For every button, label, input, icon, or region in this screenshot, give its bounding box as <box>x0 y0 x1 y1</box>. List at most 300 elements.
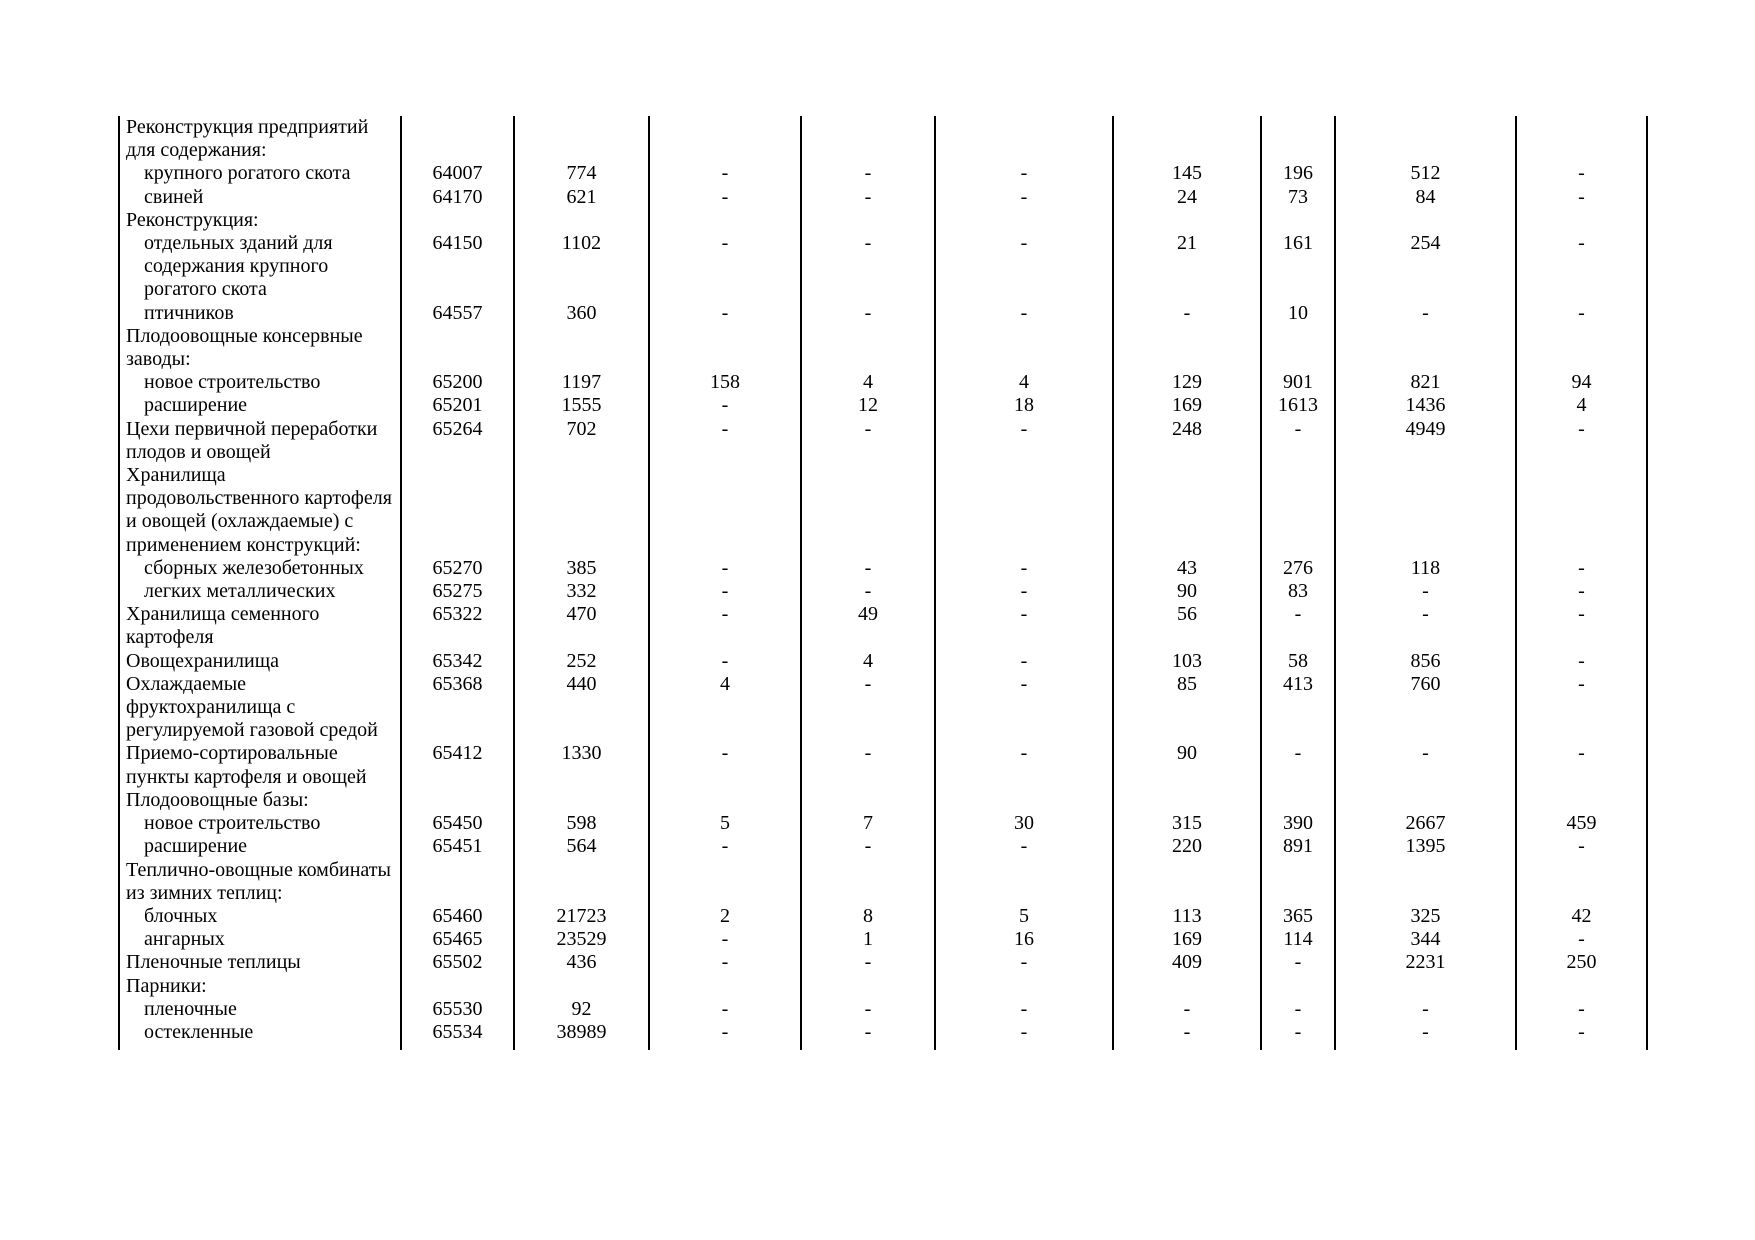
table-cell: 65275 <box>401 580 514 603</box>
table-row <box>119 116 1647 162</box>
table-cell: - <box>649 557 801 580</box>
table-cell: 65322 <box>401 603 514 649</box>
table-cell: 73 <box>1261 186 1335 209</box>
table-cell <box>1261 859 1335 905</box>
table-cell: - <box>935 557 1113 580</box>
table-row <box>119 162 1647 185</box>
table-row <box>119 789 1647 812</box>
table-cell: - <box>801 580 935 603</box>
table-cell: 16 <box>935 928 1113 951</box>
table-cell <box>514 464 649 557</box>
table-cell: - <box>935 232 1113 302</box>
table-cell: 1 <box>801 928 935 951</box>
row-label: Плодоовощные консервные заводы: <box>119 325 401 371</box>
table-cell <box>649 859 801 905</box>
table-cell <box>1261 116 1335 162</box>
table-cell: 250 <box>1516 951 1647 974</box>
table-cell: 92 <box>514 998 649 1021</box>
table-cell: 21723 <box>514 905 649 928</box>
table-cell: 325 <box>1335 905 1516 928</box>
table-cell <box>1335 464 1516 557</box>
table-row <box>119 928 1647 951</box>
table-cell <box>514 859 649 905</box>
table-cell: 1197 <box>514 371 649 394</box>
table-cell: 129 <box>1113 371 1261 394</box>
table-cell <box>1261 789 1335 812</box>
table-cell: 276 <box>1261 557 1335 580</box>
table-cell: 24 <box>1113 186 1261 209</box>
table-cell <box>1113 209 1261 232</box>
table-cell: 43 <box>1113 557 1261 580</box>
table-cell: 90 <box>1113 580 1261 603</box>
table-cell <box>649 975 801 998</box>
table-cell <box>801 464 935 557</box>
row-label: отдельных зданий для содержания крупного рогатого скота <box>119 232 401 302</box>
table-cell: 2667 <box>1335 812 1516 835</box>
table-cell: 598 <box>514 812 649 835</box>
row-label: расширение <box>119 394 401 417</box>
table-cell: - <box>1516 742 1647 788</box>
table-cell: 409 <box>1113 951 1261 974</box>
table-row <box>119 1021 1647 1044</box>
table-row <box>119 650 1647 673</box>
table-cell: 65502 <box>401 951 514 974</box>
table-cell: 65201 <box>401 394 514 417</box>
table-cell: 360 <box>514 302 649 325</box>
row-label: Теплично-овощные комбинаты из зимних теплиц: <box>119 859 401 905</box>
table-cell: 161 <box>1261 232 1335 302</box>
table-cell: - <box>1516 232 1647 302</box>
table-cell: 470 <box>514 603 649 649</box>
table-cell <box>401 859 514 905</box>
table-cell: 169 <box>1113 928 1261 951</box>
table-cell: 65534 <box>401 1021 514 1044</box>
table-cell: - <box>801 557 935 580</box>
table-cell <box>649 325 801 371</box>
spacer-cell <box>935 1044 1113 1050</box>
table-cell: 5 <box>649 812 801 835</box>
table-cell <box>649 209 801 232</box>
table-cell: - <box>1261 418 1335 464</box>
table-cell: - <box>1516 928 1647 951</box>
table-cell: 65270 <box>401 557 514 580</box>
table-row <box>119 325 1647 371</box>
row-label: сборных железобетонных <box>119 557 401 580</box>
table-cell: 49 <box>801 603 935 649</box>
table-cell <box>1113 464 1261 557</box>
table-cell: - <box>1516 835 1647 858</box>
table-cell <box>935 209 1113 232</box>
row-label: Парники: <box>119 975 401 998</box>
table-row <box>119 394 1647 417</box>
table-cell <box>935 859 1113 905</box>
row-label: Хранилища семенного картофеля <box>119 603 401 649</box>
table-cell: - <box>1516 557 1647 580</box>
row-label: остекленные <box>119 1021 401 1044</box>
table-cell: 390 <box>1261 812 1335 835</box>
table-cell: 196 <box>1261 162 1335 185</box>
table-cell: 901 <box>1261 371 1335 394</box>
table-cell: 2231 <box>1335 951 1516 974</box>
table-row <box>119 905 1647 928</box>
table-cell <box>1335 789 1516 812</box>
table-cell: - <box>1335 580 1516 603</box>
spacer-cell <box>1261 1044 1335 1050</box>
table-bottom-spacer <box>119 1044 1647 1050</box>
table-cell: 65451 <box>401 835 514 858</box>
table-cell: 1436 <box>1335 394 1516 417</box>
table-cell: 65460 <box>401 905 514 928</box>
table-cell: 65450 <box>401 812 514 835</box>
table-cell <box>649 789 801 812</box>
table-cell <box>401 209 514 232</box>
table-row <box>119 603 1647 649</box>
table-cell: 58 <box>1261 650 1335 673</box>
table-cell: 248 <box>1113 418 1261 464</box>
table-cell: 512 <box>1335 162 1516 185</box>
table-cell: - <box>649 1021 801 1044</box>
table-cell: 252 <box>514 650 649 673</box>
table-cell <box>649 116 801 162</box>
table-cell: 65200 <box>401 371 514 394</box>
table-cell: 103 <box>1113 650 1261 673</box>
table-cell: 254 <box>1335 232 1516 302</box>
table-row <box>119 580 1647 603</box>
table-cell <box>935 116 1113 162</box>
table-cell: - <box>1516 418 1647 464</box>
table-cell: - <box>649 951 801 974</box>
table-cell: - <box>1516 1021 1647 1044</box>
row-label: легких металлических <box>119 580 401 603</box>
table-cell <box>1516 975 1647 998</box>
table-cell: 1330 <box>514 742 649 788</box>
table-cell: - <box>935 186 1113 209</box>
table-cell: - <box>935 835 1113 858</box>
table-cell <box>935 975 1113 998</box>
table-cell: - <box>1261 998 1335 1021</box>
table-cell <box>1516 116 1647 162</box>
table-cell: 4 <box>801 371 935 394</box>
table-cell: 114 <box>1261 928 1335 951</box>
table-cell <box>514 116 649 162</box>
row-label: ангарных <box>119 928 401 951</box>
table-row <box>119 464 1647 557</box>
row-label: Реконструкция предприятий для содержания: <box>119 116 401 162</box>
table-cell: 344 <box>1335 928 1516 951</box>
table-cell: - <box>649 302 801 325</box>
table-cell <box>401 975 514 998</box>
table-cell: 113 <box>1113 905 1261 928</box>
table-cell <box>1261 464 1335 557</box>
table-cell: - <box>935 603 1113 649</box>
table-cell <box>514 789 649 812</box>
table-cell: - <box>801 418 935 464</box>
row-label: Овощехранилища <box>119 650 401 673</box>
row-label: крупного рогатого скота <box>119 162 401 185</box>
table-cell: - <box>1261 1021 1335 1044</box>
table-cell: 702 <box>514 418 649 464</box>
table-cell: - <box>649 742 801 788</box>
table-cell <box>514 325 649 371</box>
table-cell: - <box>1335 603 1516 649</box>
table-cell: - <box>649 603 801 649</box>
row-label: свиней <box>119 186 401 209</box>
table-cell: 84 <box>1335 186 1516 209</box>
table-cell: - <box>935 650 1113 673</box>
table-cell: 56 <box>1113 603 1261 649</box>
table-body <box>119 116 1647 1050</box>
table-cell: 774 <box>514 162 649 185</box>
row-label: пленочные <box>119 998 401 1021</box>
table-cell: - <box>1261 603 1335 649</box>
table-cell: 1555 <box>514 394 649 417</box>
table-cell <box>1113 789 1261 812</box>
table-cell: 21 <box>1113 232 1261 302</box>
table-cell: 760 <box>1335 673 1516 743</box>
table-cell: 64170 <box>401 186 514 209</box>
row-label: Приемо-сортировальные пункты картофеля и овощей <box>119 742 401 788</box>
table-cell: 38989 <box>514 1021 649 1044</box>
table-cell: - <box>935 302 1113 325</box>
table-cell: - <box>1261 951 1335 974</box>
table-cell: - <box>1516 302 1647 325</box>
table-cell <box>1335 859 1516 905</box>
table-cell: 4 <box>801 650 935 673</box>
table-cell: 42 <box>1516 905 1647 928</box>
table-row <box>119 998 1647 1021</box>
table-cell: - <box>801 1021 935 1044</box>
table-cell: 65342 <box>401 650 514 673</box>
table-row <box>119 209 1647 232</box>
table-cell: 65412 <box>401 742 514 788</box>
table-cell: 64007 <box>401 162 514 185</box>
table-cell: 856 <box>1335 650 1516 673</box>
table-cell <box>1335 209 1516 232</box>
table-cell: 10 <box>1261 302 1335 325</box>
table-cell: - <box>1335 998 1516 1021</box>
row-label: Охлаждаемые фруктохранилища с регулируемой газовой средой <box>119 673 401 743</box>
table-cell <box>1516 325 1647 371</box>
table-cell: 65368 <box>401 673 514 743</box>
table-cell: 8 <box>801 905 935 928</box>
table-cell <box>801 116 935 162</box>
row-label: блочных <box>119 905 401 928</box>
table-cell <box>514 975 649 998</box>
table-cell <box>1261 975 1335 998</box>
row-label: Пленочные теплицы <box>119 951 401 974</box>
table-cell: 413 <box>1261 673 1335 743</box>
table-cell: - <box>935 998 1113 1021</box>
row-label: Хранилища продовольственного картофеля и овощей (охлаждаемые) с применением конструкций: <box>119 464 401 557</box>
table-cell <box>514 209 649 232</box>
table-cell: - <box>801 673 935 743</box>
table-cell: - <box>649 998 801 1021</box>
table-cell: - <box>801 186 935 209</box>
table-row <box>119 812 1647 835</box>
table-cell <box>1113 975 1261 998</box>
table-cell: - <box>1113 1021 1261 1044</box>
table-cell: 90 <box>1113 742 1261 788</box>
table-cell: 64557 <box>401 302 514 325</box>
table-cell: - <box>649 394 801 417</box>
table-cell: - <box>935 418 1113 464</box>
table-cell: - <box>1516 650 1647 673</box>
table-cell: - <box>649 162 801 185</box>
table-cell: - <box>1516 998 1647 1021</box>
table-row <box>119 232 1647 302</box>
table-row <box>119 951 1647 974</box>
table-cell <box>1516 464 1647 557</box>
table-row <box>119 835 1647 858</box>
table-row <box>119 302 1647 325</box>
table-cell: 94 <box>1516 371 1647 394</box>
spacer-cell <box>1335 1044 1516 1050</box>
table-cell <box>1335 325 1516 371</box>
table-cell: - <box>1516 162 1647 185</box>
table-cell <box>801 209 935 232</box>
table-cell <box>1335 116 1516 162</box>
table-cell: 1613 <box>1261 394 1335 417</box>
table-cell: 365 <box>1261 905 1335 928</box>
table-row <box>119 557 1647 580</box>
table-cell: 385 <box>514 557 649 580</box>
table-cell: - <box>1335 742 1516 788</box>
table-cell: - <box>649 650 801 673</box>
table-cell: - <box>1516 580 1647 603</box>
table-cell: 158 <box>649 371 801 394</box>
table-cell: 83 <box>1261 580 1335 603</box>
table-cell: - <box>801 742 935 788</box>
table-cell: - <box>1516 603 1647 649</box>
row-label: новое строительство <box>119 371 401 394</box>
row-label: птичников <box>119 302 401 325</box>
table-cell: - <box>801 302 935 325</box>
table-cell: - <box>801 951 935 974</box>
table-cell: 4 <box>649 673 801 743</box>
table-cell: - <box>935 951 1113 974</box>
table-cell <box>1516 789 1647 812</box>
table-cell: 65264 <box>401 418 514 464</box>
table-cell: 1395 <box>1335 835 1516 858</box>
table-cell: - <box>1516 673 1647 743</box>
table-cell: - <box>1113 998 1261 1021</box>
table-cell <box>1516 859 1647 905</box>
table-cell: - <box>649 580 801 603</box>
table-cell: - <box>801 998 935 1021</box>
table-cell: - <box>1261 742 1335 788</box>
table-cell: 220 <box>1113 835 1261 858</box>
table-cell <box>935 789 1113 812</box>
table-row <box>119 859 1647 905</box>
table-cell: 4 <box>1516 394 1647 417</box>
table-cell: 5 <box>935 905 1113 928</box>
table-cell: 23529 <box>514 928 649 951</box>
row-label: Цехи первичной переработки плодов и овощей <box>119 418 401 464</box>
table-cell: 4949 <box>1335 418 1516 464</box>
table-cell: 145 <box>1113 162 1261 185</box>
table-cell <box>1516 209 1647 232</box>
table-cell <box>1113 116 1261 162</box>
table-cell <box>935 464 1113 557</box>
table-cell <box>801 325 935 371</box>
spacer-cell <box>514 1044 649 1050</box>
table-cell: 18 <box>935 394 1113 417</box>
spacer-cell <box>649 1044 801 1050</box>
table-cell: 65465 <box>401 928 514 951</box>
table-cell <box>1261 325 1335 371</box>
row-label: расширение <box>119 835 401 858</box>
table-cell <box>801 789 935 812</box>
table-cell: - <box>801 162 935 185</box>
table-cell: 169 <box>1113 394 1261 417</box>
table-cell <box>1113 859 1261 905</box>
table-row <box>119 742 1647 788</box>
table-row <box>119 371 1647 394</box>
table-cell: - <box>935 580 1113 603</box>
row-label: Плодоовощные базы: <box>119 789 401 812</box>
table-cell: - <box>935 742 1113 788</box>
table-cell: - <box>649 232 801 302</box>
table-row <box>119 418 1647 464</box>
table-cell <box>1261 209 1335 232</box>
table-cell: 332 <box>514 580 649 603</box>
table-cell: - <box>935 673 1113 743</box>
table-cell: - <box>649 186 801 209</box>
spacer-cell <box>1113 1044 1261 1050</box>
table-cell: 315 <box>1113 812 1261 835</box>
table-cell: - <box>649 418 801 464</box>
table-cell: 4 <box>935 371 1113 394</box>
table-cell: 440 <box>514 673 649 743</box>
table-cell <box>935 325 1113 371</box>
table-cell: 118 <box>1335 557 1516 580</box>
table-row <box>119 186 1647 209</box>
table-cell: 621 <box>514 186 649 209</box>
table-cell <box>649 464 801 557</box>
table-cell: - <box>801 835 935 858</box>
table-cell <box>801 859 935 905</box>
table-cell <box>401 116 514 162</box>
table-cell <box>401 789 514 812</box>
spacer-cell <box>1516 1044 1647 1050</box>
spacer-cell <box>119 1044 401 1050</box>
table-cell: 821 <box>1335 371 1516 394</box>
table-row <box>119 975 1647 998</box>
table-cell: - <box>935 1021 1113 1044</box>
table-cell: - <box>801 232 935 302</box>
table-cell: 2 <box>649 905 801 928</box>
table-cell: 1102 <box>514 232 649 302</box>
data-table <box>118 116 1648 1050</box>
table-cell <box>401 464 514 557</box>
table-cell: 564 <box>514 835 649 858</box>
table-cell <box>1335 975 1516 998</box>
table-cell: 85 <box>1113 673 1261 743</box>
table-row <box>119 673 1647 743</box>
table-cell: 891 <box>1261 835 1335 858</box>
table-cell: - <box>1516 186 1647 209</box>
table-cell <box>401 325 514 371</box>
table-cell: - <box>1335 1021 1516 1044</box>
table-cell <box>1113 325 1261 371</box>
table-cell: - <box>1335 302 1516 325</box>
table-cell: 436 <box>514 951 649 974</box>
table-cell: 65530 <box>401 998 514 1021</box>
table-cell: - <box>649 835 801 858</box>
table-cell: 30 <box>935 812 1113 835</box>
table-cell: 459 <box>1516 812 1647 835</box>
spacer-cell <box>401 1044 514 1050</box>
